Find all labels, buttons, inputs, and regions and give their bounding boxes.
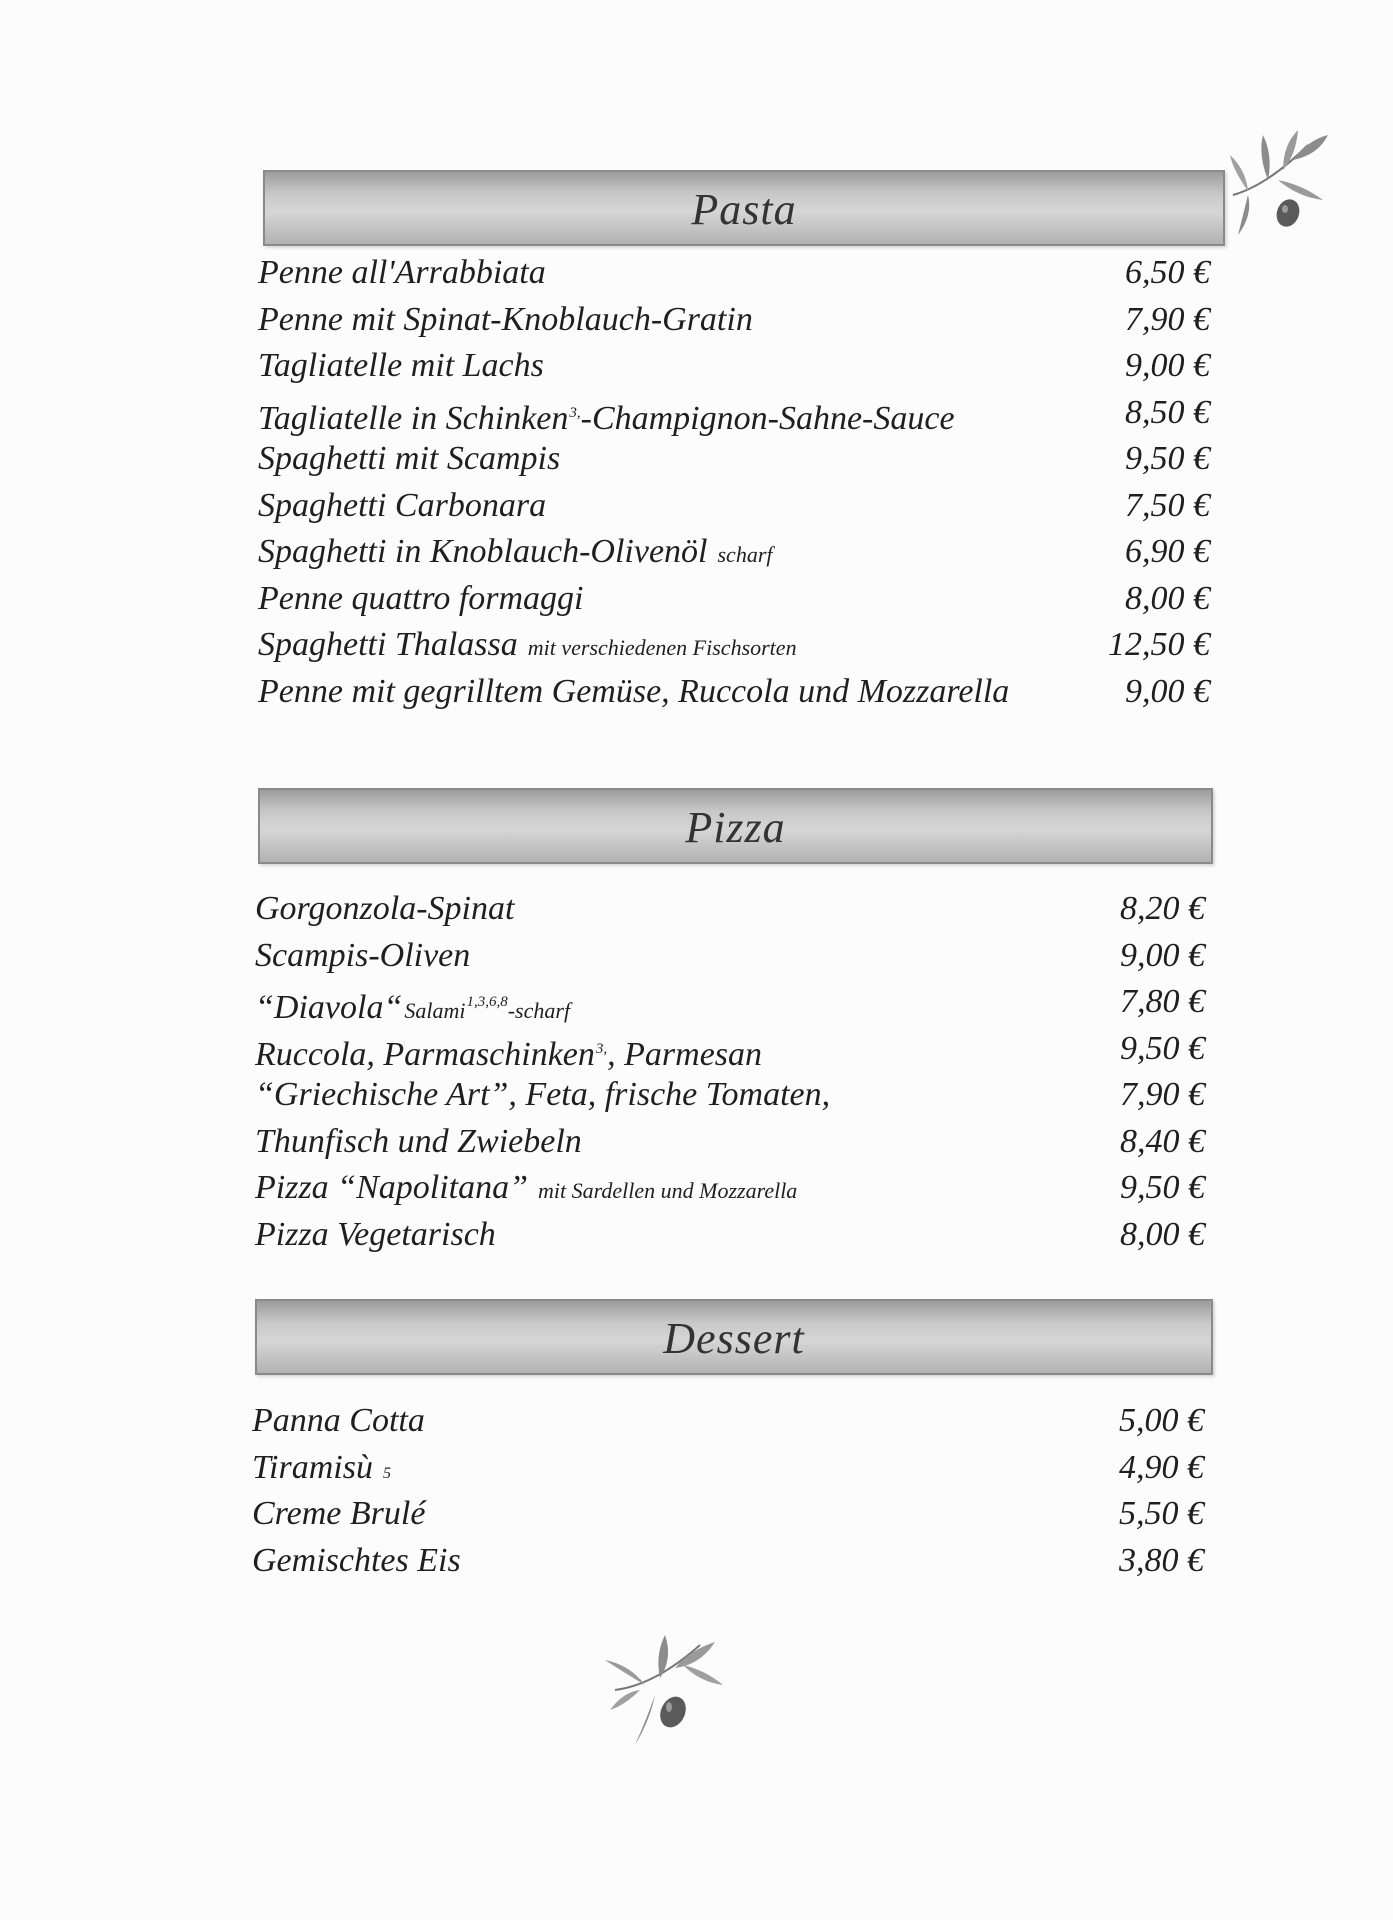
item-price: 8,40 €: [1120, 1122, 1205, 1160]
item-price: 9,00 €: [1120, 936, 1205, 974]
item-price: 6,90 €: [1125, 533, 1210, 570]
allergen-note: 5: [382, 1464, 391, 1482]
item-note: Salami: [404, 998, 466, 1023]
pizza-banner: [258, 788, 1213, 864]
item-name: Spaghetti mit Scampis: [258, 440, 561, 477]
item-price: 6,50 €: [1125, 254, 1210, 291]
item-name: Pizza “Napolitana”: [255, 1169, 529, 1206]
item-name: Gorgonzola-Spinat: [255, 890, 515, 927]
menu-item: [255, 1026, 1205, 1073]
dessert-banner: [255, 1299, 1213, 1375]
item-name: “Diavola“: [255, 989, 403, 1026]
menu-item: [258, 436, 1210, 483]
pasta-items: [258, 250, 1210, 715]
dessert-items: [252, 1398, 1204, 1584]
item-name: Tagliatelle in Schinken: [258, 399, 569, 437]
item-note: scharf: [717, 542, 773, 567]
item-price: 8,20 €: [1120, 890, 1205, 927]
item-price: 7,50 €: [1125, 486, 1210, 524]
menu-item: [252, 1445, 1204, 1492]
menu-item: [255, 1072, 1205, 1119]
item-price: 7,80 €: [1120, 983, 1205, 1020]
item-note-continued: -scharf: [507, 998, 571, 1023]
menu-item: [258, 390, 1210, 437]
pasta-banner: [263, 170, 1225, 246]
item-name: Creme Brulé: [252, 1495, 426, 1532]
menu-item: [258, 669, 1210, 716]
item-price: 4,90 €: [1119, 1448, 1204, 1486]
allergen-note: 1,3,6,8: [466, 994, 508, 1010]
item-name-line: [255, 1165, 797, 1215]
menu-item: [252, 1538, 1204, 1585]
item-price: 7,90 €: [1120, 1076, 1205, 1113]
menu-item: [255, 1165, 1205, 1212]
item-name-line: [258, 390, 955, 443]
menu-item: [255, 1119, 1205, 1166]
item-name: Spaghetti in Knoblauch-Olivenöl: [258, 533, 708, 570]
menu-item: [252, 1398, 1204, 1445]
menu-item: [252, 1491, 1204, 1538]
item-name: Penne all'Arrabbiata: [258, 254, 546, 291]
menu-item: [258, 297, 1210, 344]
olive-branch-icon: [605, 1630, 725, 1750]
item-name: Tiramisù: [252, 1448, 373, 1486]
olive-branch-icon: [1228, 125, 1338, 240]
section-title: Pasta: [691, 185, 797, 234]
item-name: Penne mit Spinat-Knoblauch-Gratin: [258, 300, 753, 338]
item-price: 5,50 €: [1119, 1495, 1204, 1532]
section-title: Pizza: [685, 803, 786, 852]
item-note: mit verschiedenen Fischsorten: [527, 635, 797, 660]
item-name: Gemischtes Eis: [252, 1541, 461, 1579]
menu-item: [258, 622, 1210, 669]
item-name-line: [255, 1026, 762, 1079]
item-price: 9,50 €: [1120, 1169, 1205, 1206]
item-name: Spaghetti Thalassa: [258, 626, 518, 663]
item-price: 8,00 €: [1125, 579, 1210, 617]
item-name-line: [258, 529, 773, 579]
item-name: Tagliatelle mit Lachs: [258, 347, 544, 384]
item-name-line: [252, 1445, 391, 1498]
item-price: 9,50 €: [1125, 440, 1210, 477]
menu-item: [258, 343, 1210, 390]
menu-item: [258, 483, 1210, 530]
item-name: Penne quattro formaggi: [258, 579, 584, 617]
item-name-continued: , Parmesan: [607, 1035, 763, 1073]
item-price: 5,00 €: [1119, 1402, 1204, 1439]
item-price: 8,50 €: [1125, 393, 1210, 431]
section-title: Dessert: [663, 1314, 805, 1363]
item-price: 9,50 €: [1120, 1029, 1205, 1067]
pizza-items: [255, 886, 1205, 1258]
allergen-note: 3,: [569, 404, 581, 421]
item-price: 12,50 €: [1108, 626, 1210, 663]
item-name: Ruccola, Parmaschinken: [255, 1035, 595, 1073]
item-price: 9,00 €: [1125, 347, 1210, 384]
item-name-continued: -Champignon-Sahne-Sauce: [580, 399, 955, 437]
menu-item: [258, 529, 1210, 576]
item-price: 3,80 €: [1119, 1541, 1204, 1579]
allergen-note: 3,: [595, 1040, 608, 1057]
item-name: “Griechische Art”, Feta, frische Tomaten,: [255, 1076, 831, 1113]
menu-item: [255, 1212, 1205, 1259]
item-name: Thunfisch und Zwiebeln: [255, 1122, 582, 1160]
item-name: Panna Cotta: [252, 1402, 425, 1439]
menu-item: [255, 933, 1205, 980]
item-name: Penne mit gegrilltem Gemüse, Ruccola und Mozzarella: [258, 672, 1010, 710]
menu-item: [255, 979, 1205, 1026]
menu-item: [258, 576, 1210, 623]
item-name: Scampis-Oliven: [255, 936, 471, 974]
item-name-line: [258, 622, 797, 672]
item-name: Spaghetti Carbonara: [258, 486, 547, 524]
item-price: 9,00 €: [1125, 672, 1210, 710]
item-price: 7,90 €: [1125, 300, 1210, 338]
item-note: mit Sardellen und Mozzarella: [538, 1178, 798, 1203]
menu-item: [258, 250, 1210, 297]
item-name: Pizza Vegetarisch: [255, 1215, 496, 1253]
menu-item: [255, 886, 1205, 933]
item-price: 8,00 €: [1120, 1215, 1205, 1253]
